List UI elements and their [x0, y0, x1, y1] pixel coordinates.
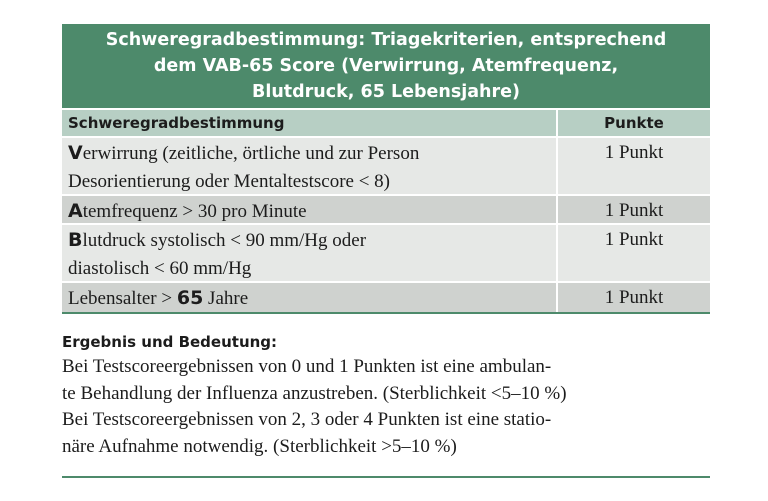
criterion-cell [62, 138, 556, 194]
table-row [62, 225, 710, 283]
bottom-rule [62, 476, 710, 478]
criterion-text-cont: Desorientierung oder Mentaltestscore < 8) [68, 171, 390, 192]
result-title: Ergebnis und Bedeutung: [62, 333, 278, 351]
criterion-initial: B [68, 229, 83, 251]
result-line: Bei Testscoreergebnissen von 2, 3 oder 4 Punkten ist eine statio- [62, 409, 552, 430]
header-points: Punkte [556, 110, 710, 136]
result-text [62, 354, 710, 460]
table-header-row [62, 108, 710, 138]
result-section [62, 330, 710, 460]
criterion-initial: A [68, 200, 83, 222]
criterion-text: erwirrung (zeitliche, örtliche und zur Person [82, 143, 420, 164]
points-cell: 1 Punkt [556, 138, 710, 194]
points-cell: 1 Punkt [556, 225, 710, 281]
table-title [62, 24, 710, 108]
score-name: VAB-65 Score [202, 56, 336, 76]
title-line-2 [62, 53, 710, 79]
points-cell: 1 Punkt [556, 283, 710, 312]
points-cell: 1 Punkt [556, 196, 710, 223]
result-line: Bei Testscoreergebnissen von 0 und 1 Punkten ist eine ambulan- [62, 356, 552, 377]
criterion-cell [62, 225, 556, 281]
criterion-text: temfrequenz > 30 pro Minute [82, 201, 307, 222]
table-row [62, 138, 710, 196]
criterion-initial: V [68, 142, 83, 164]
age-value: 65 [176, 287, 204, 309]
criterion-cell [62, 196, 556, 223]
title-line-3: Blutdruck, 65 Lebensjahre) [251, 82, 521, 102]
criterion-text: Lebensalter > [68, 288, 177, 309]
table-row [62, 283, 710, 312]
criterion-text-post: Jahre [203, 288, 249, 309]
result-line: näre Aufnahme notwendig. (Sterblichkeit >5–10 %) [62, 435, 457, 457]
table-row [62, 196, 710, 225]
criterion-cell [62, 283, 556, 312]
criterion-text: lutdruck systolisch < 90 mm/Hg oder [82, 230, 367, 251]
title-line-2-pre: dem [153, 56, 203, 76]
criterion-text-cont: diastolisch < 60 mm/Hg [68, 258, 252, 279]
header-criterion: Schweregradbestimmung [68, 114, 285, 132]
title-line-1: Schweregradbestimmung: Triagekriterien, entsprechend [105, 30, 667, 50]
score-table-box [62, 24, 710, 314]
result-line: te Behandlung der Influenza anzustreben. (Sterblichkeit <5–10 %) [62, 382, 567, 404]
title-line-2-post: (Verwirrung, Atemfrequenz, [335, 56, 619, 76]
